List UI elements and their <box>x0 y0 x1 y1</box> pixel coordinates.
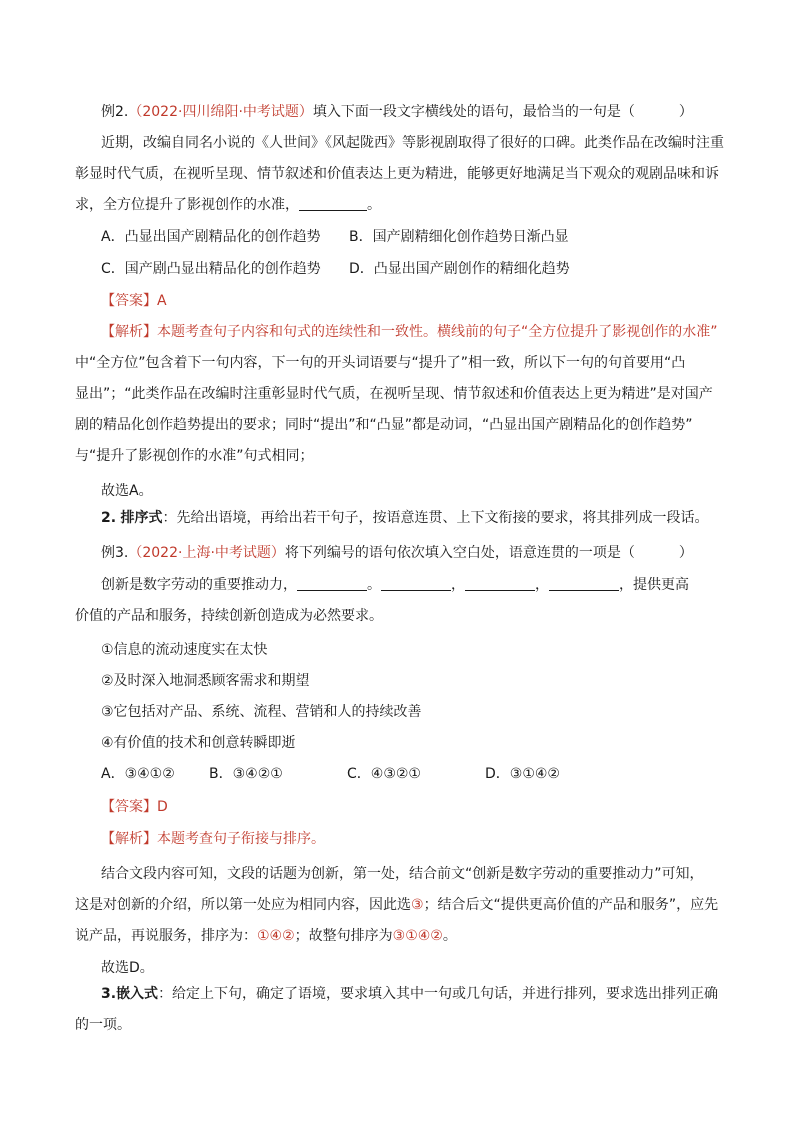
analysis-line: 显出”；“此类作品在改编时注重彰显时代气质，在视听呈现、情节叙述和价值表达上更为精进”是对国产 <box>75 386 713 402</box>
conclusion: 故选D。 <box>101 960 154 976</box>
section-3-heading: 3.嵌入式：给定上下句，确定了语境，要求填入其中一句或几句话，并进行排列，要求选出排列正确 <box>101 986 719 1002</box>
answer-blank <box>549 576 619 591</box>
option-b: B．③④②① <box>209 766 283 782</box>
passage-line: 近期，改编自同名小说的《人世间》《风起陇西》等影视剧取得了很好的口碑。此类作品在改编时注重 <box>101 135 724 151</box>
question-text: 填入下面一段文字横线处的语句，最恰当的一句是（ <box>312 104 635 120</box>
answer-blank <box>381 576 451 591</box>
analysis-line: 说产品，再说服务，排序为：①④②；故整句排序为③①④②。 <box>75 928 457 944</box>
list-item: ②及时深入地洞悉顾客需求和期望 <box>101 673 310 689</box>
options-row <box>101 259 570 279</box>
answer-blank <box>465 576 535 591</box>
source-tag: （2022·四川绵阳·中考试题） <box>128 104 313 120</box>
analysis-line: 结合文段内容可知，文段的话题为创新，第一处，结合前文“创新是数字劳动的重要推动力”可知， <box>101 866 704 882</box>
answer-blank <box>299 196 367 211</box>
option-c: C．国产剧凸显出精品化的创作趋势 <box>101 261 321 277</box>
list-item: ④有价值的技术和创意转瞬即逝 <box>101 735 296 751</box>
option-a: A．③④①② <box>101 766 175 782</box>
analysis-line: 【解析】本题考查句子衔接与排序。 <box>101 831 325 847</box>
example-label: 例3. <box>101 545 129 561</box>
list-item: ①信息的流动速度实在太快 <box>101 642 268 658</box>
options-row <box>101 227 569 247</box>
option-d: D．凸显出国产剧创作的精细化趋势 <box>349 261 570 277</box>
option-b: B．国产剧精细化创作趋势日渐凸显 <box>349 229 569 245</box>
answer-label: 【答案】D <box>101 799 168 815</box>
passage-line: 彰显时代气质，在视听呈现、情节叙述和价值表达上更为精进，能够更好地满足当下观众的观剧品味和诉 <box>75 166 719 182</box>
passage-line: 创新是数字劳动的重要推动力， 。 ， ， ，提供更高 <box>101 577 689 593</box>
section-2-heading: 2. 排序式：先给出语境，再给出若干句子，按语意连贯、上下文衔接的要求，将其排列成一段话。 <box>101 510 709 526</box>
answer-label: 【答案】A <box>101 293 167 309</box>
example3-heading: 例3.（2022·上海·中考试题）将下列编号的语句依次填入空白处，语意连贯的一项是（ ） <box>101 545 693 561</box>
analysis-line: 剧的精品化创作趋势提出的要求；同时“提出”和“凸显”都是动词，“凸显出国产剧精品化的创作趋势” <box>75 417 693 433</box>
question-text: 将下列编号的语句依次填入空白处，语意连贯的一项是（ <box>284 545 635 561</box>
source-tag: （2022·上海·中考试题） <box>128 545 285 561</box>
section-3-text: 的一项。 <box>75 1017 131 1033</box>
passage-line: 价值的产品和服务，持续创新创造成为必然要求。 <box>75 608 383 624</box>
analysis-line: 这是对创新的介绍，所以第一处应为相同内容，因此选③；结合后文“提供更高价值的产品和服务”，应先 <box>75 897 719 913</box>
analysis-line: 与“提升了影视创作的水准”句式相同； <box>75 448 314 464</box>
example-label: 例2. <box>101 104 129 120</box>
option-a: A．凸显出国产剧精品化的创作趋势 <box>101 229 321 245</box>
analysis-line: 中“全方位”包含着下一句内容，下一句的开头词语要与“提升了”相一致，所以下一句的句首要用“凸 <box>75 355 686 371</box>
list-item: ③它包括对产品、系统、流程、营销和人的持续改善 <box>101 704 422 720</box>
options-row <box>101 764 560 784</box>
option-d: D．③①④② <box>485 766 560 782</box>
passage-line: 求，全方位提升了影视创作的水准， 。 <box>75 197 381 213</box>
answer-blank <box>297 576 367 591</box>
option-c: C．④③②① <box>347 766 421 782</box>
conclusion: 故选A。 <box>101 483 153 499</box>
example2-heading: 例2.（2022·四川绵阳·中考试题）填入下面一段文字横线处的语句，最恰当的一句是（ ） <box>101 104 693 120</box>
analysis-line: 【解析】本题考查句子内容和句式的连续性和一致性。横线前的句子“全方位提升了影视创作的水准” <box>101 324 718 340</box>
